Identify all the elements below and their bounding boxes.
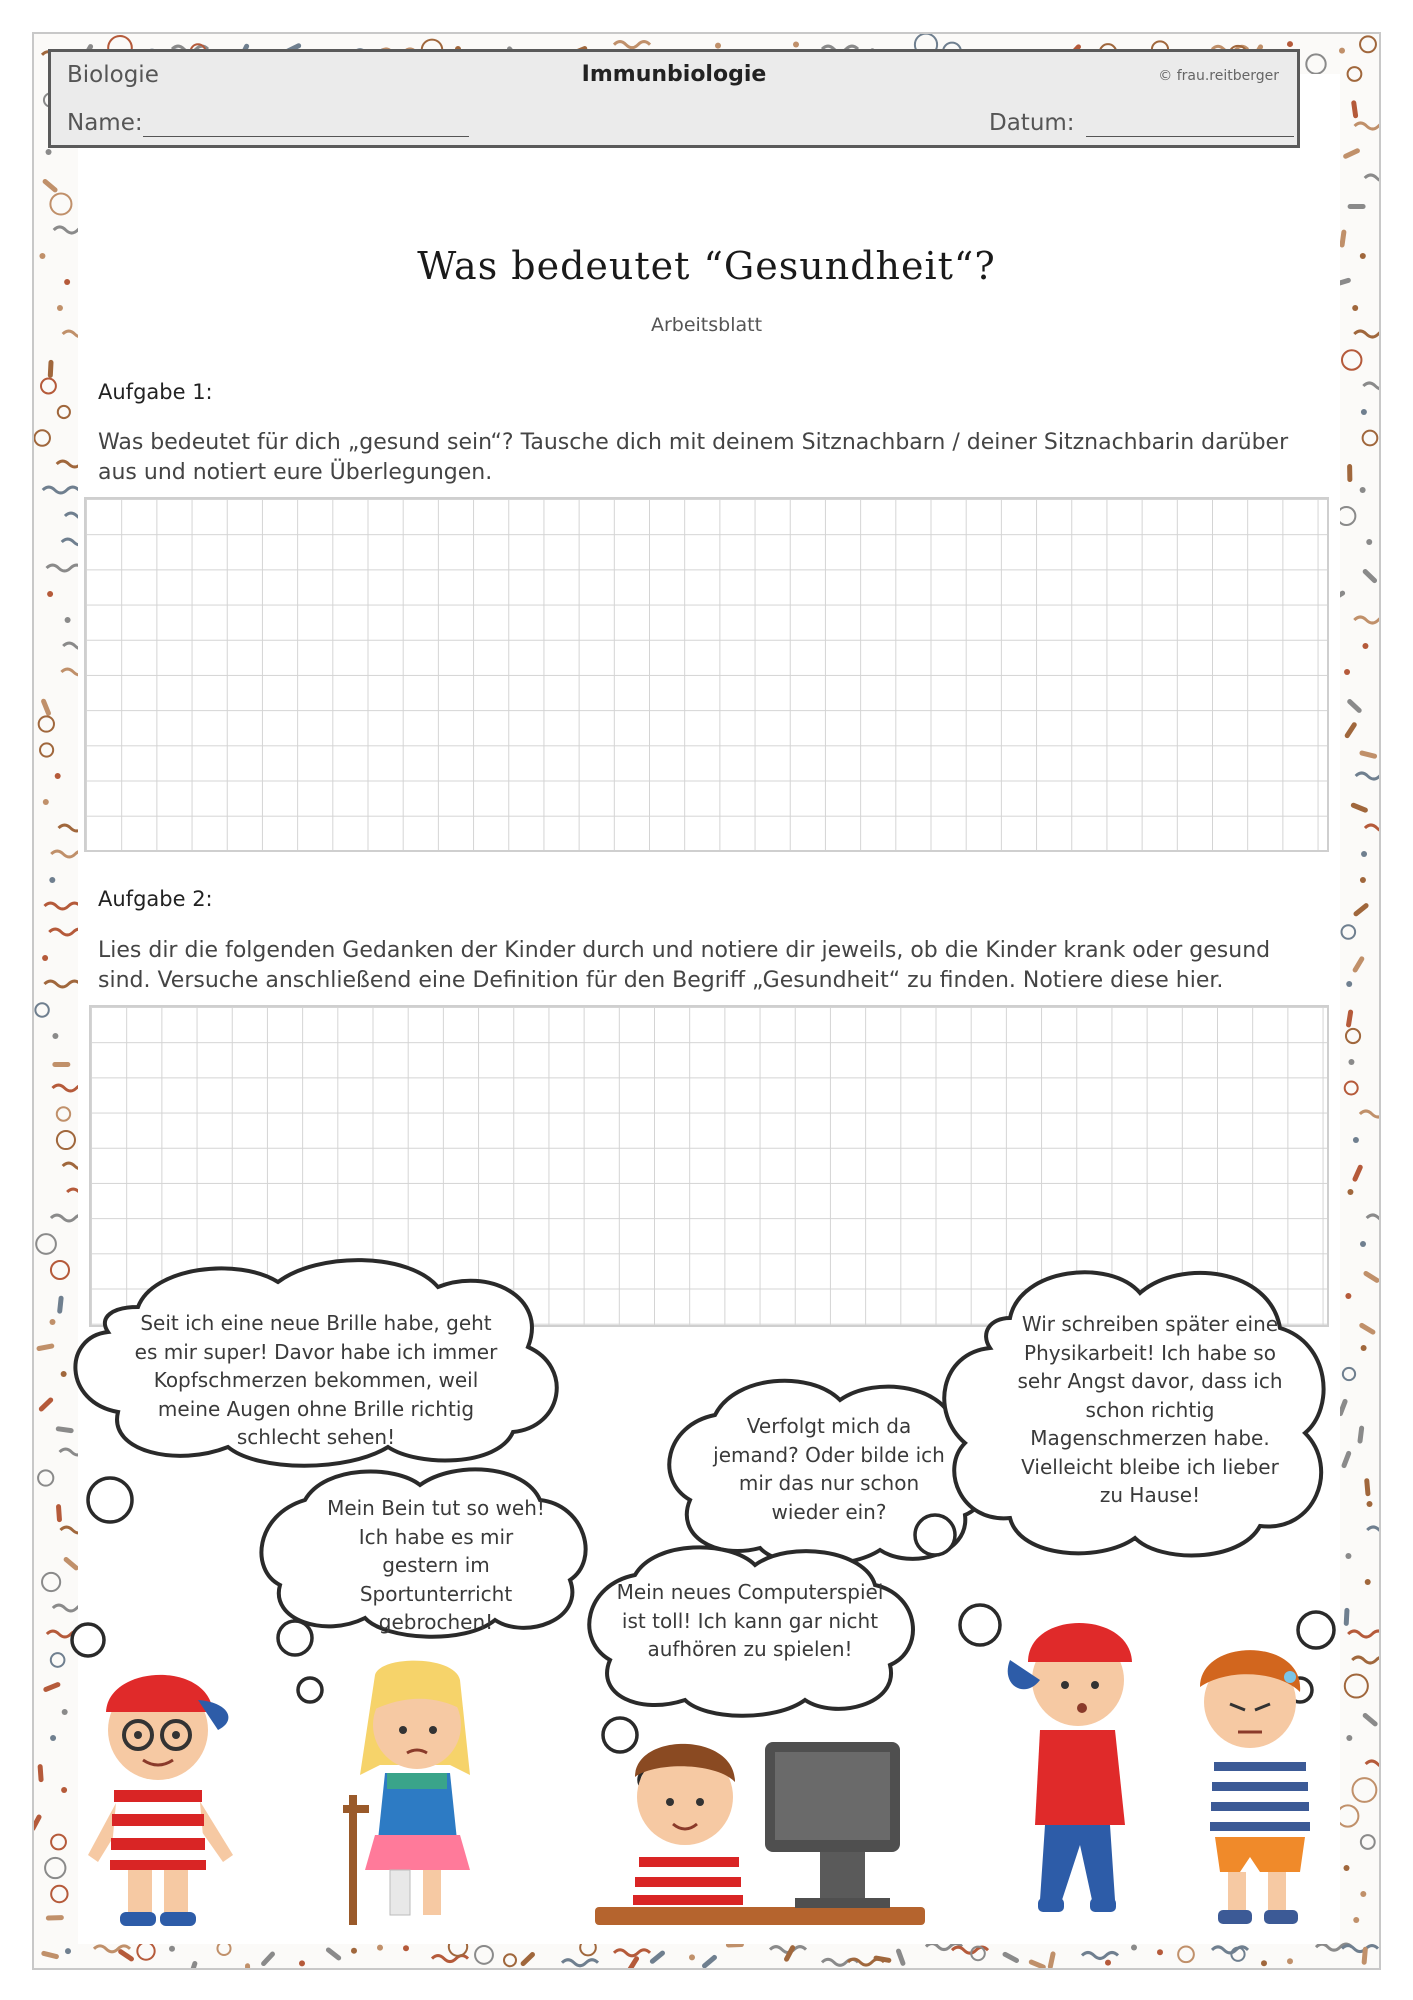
worksheet-header xyxy=(48,49,1300,148)
task1-heading: Aufgabe 1: xyxy=(98,380,213,404)
bubble-text-computer: Mein neues Computerspiel ist toll! Ich kann gar nicht aufhören zu spielen! xyxy=(616,1580,884,1661)
date-field[interactable] xyxy=(1086,136,1294,137)
bubble-text-glasses: Seit ich eine neue Brille habe, geht es mir super! Davor habe ich immer Kopfschmerzen bekommen, weil meine Augen ohne Brille richtig schlecht sehen! xyxy=(134,1311,498,1449)
name-label: Name: xyxy=(67,110,143,136)
boy-at-computer-illustration xyxy=(595,1722,925,1932)
subject-label: Biologie xyxy=(67,62,159,88)
name-field[interactable] xyxy=(143,136,469,137)
boy-with-glasses-illustration xyxy=(68,1640,248,1932)
bubble-text-paranoia: Verfolgt mich da jemand? Oder bilde ich mir das nur schon wieder ein? xyxy=(713,1414,945,1524)
bubble-text-exam: Wir schreiben später eine Physikarbeit! Ich habe so sehr Angst davor, dass ich schon richtig Magenschmerzen habe. Vielleicht bleibe ich lieber zu Hause! xyxy=(1017,1312,1283,1507)
task1-answer-grid[interactable] xyxy=(84,497,1329,852)
copyright-label: © frau.reitberger xyxy=(1158,68,1279,84)
task2-text: Lies dir die folgenden Gedanken der Kinder durch und notiere dir jeweils, ob die Kinder krank oder gesund sind. Versuche anschließend eine Definition für den Begriff „Gesundheit“ zu finden. Notiere diese hier. xyxy=(98,938,1271,993)
date-label: Datum: xyxy=(989,110,1075,136)
task2-heading: Aufgabe 2: xyxy=(98,887,213,911)
girl-with-crutch-illustration xyxy=(335,1655,495,1930)
page-subtitle: Arbeitsblatt xyxy=(650,314,763,336)
bubble-text-leg: Mein Bein tut so weh! Ich habe es mir gestern im Sportunterricht gebrochen! xyxy=(327,1496,545,1634)
task1-text: Was bedeutet für dich „gesund sein“? Tausche dich mit deinem Sitznachbarn / deiner Sitznachbarin darüber aus und notiert eure Überlegungen. xyxy=(98,430,1289,485)
boy-anxious-illustration xyxy=(1000,1600,1150,1928)
topic-label: Immunbiologie xyxy=(581,62,767,87)
page-title: Was bedeutet “Gesundheit“? xyxy=(417,244,996,288)
boy-stomachache-illustration xyxy=(1170,1632,1345,1932)
